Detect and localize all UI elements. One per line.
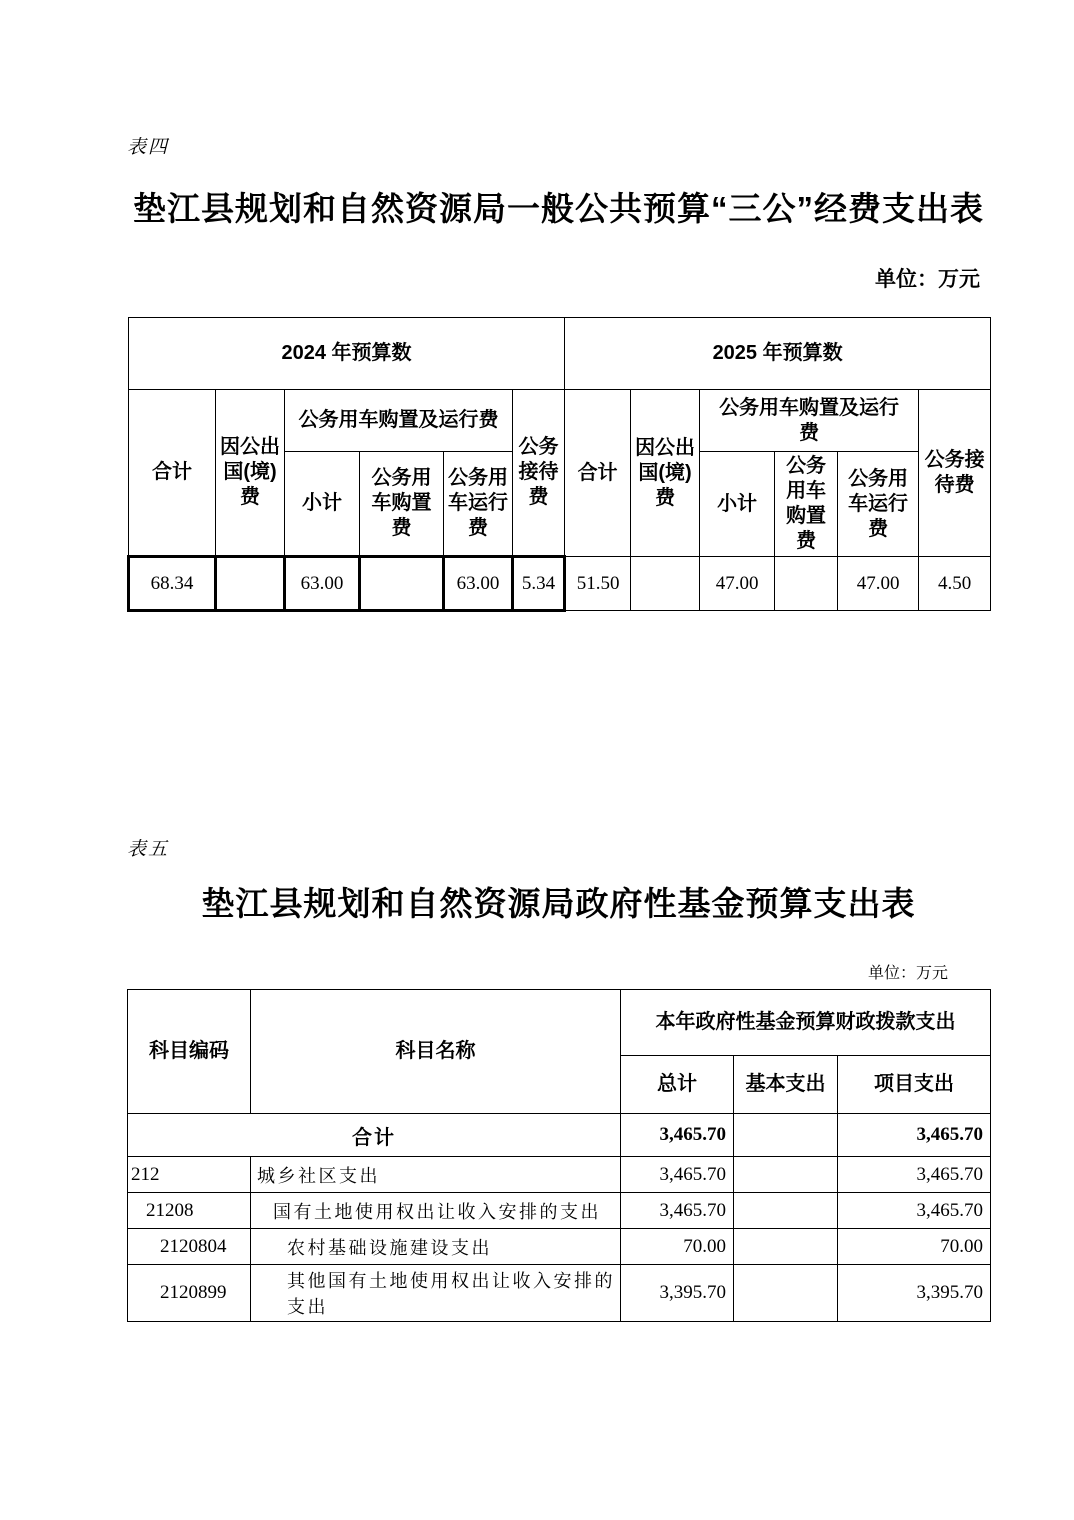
col-header-reception-2025: 公务接待费 [919, 390, 991, 557]
row-project: 70.00 [838, 1229, 991, 1265]
table5-label: 表五 [127, 839, 170, 860]
year-header-row [129, 318, 991, 390]
government-fund-table [127, 989, 991, 1322]
row-grand-total: 3,395.70 [621, 1265, 734, 1322]
total-row-grand-total: 3,465.70 [621, 1114, 734, 1157]
row-grand-total: 70.00 [621, 1229, 734, 1265]
col-header-fund-group: 本年政府性基金预算财政拨款支出 [621, 990, 991, 1056]
column-group-header-row [129, 390, 991, 452]
table5-unit: 单位：万元 [867, 965, 948, 982]
table-row [128, 1265, 991, 1322]
row-basic [734, 1265, 838, 1322]
total-row-label: 合计 [128, 1114, 621, 1157]
table5-title: 垫江县规划和自然资源局政府性基金预算支出表 [201, 885, 916, 922]
value-reception-2025: 4.50 [919, 557, 991, 611]
row-grand-total: 3,465.70 [621, 1193, 734, 1229]
row-project: 3,465.70 [838, 1193, 991, 1229]
col-header-vehicle-operation-2024: 公务用车运行费 [444, 452, 513, 557]
row-code: 212 [128, 1157, 251, 1193]
col-header-vehicle-purchase-2025: 公务用车购置费 [775, 452, 838, 557]
table4-label: 表四 [127, 137, 170, 158]
value-subtotal-2024: 63.00 [285, 557, 360, 611]
row-project: 3,395.70 [838, 1265, 991, 1322]
row-code: 2120804 [128, 1229, 251, 1265]
table-row [128, 1157, 991, 1193]
table-row [128, 1193, 991, 1229]
value-abroad-2025 [631, 557, 700, 611]
col-header-reception-2024: 公务接待费 [513, 390, 565, 557]
col-header-subtotal-2025: 小计 [700, 452, 775, 557]
col-header-vehicle-group-2025 [700, 390, 919, 452]
row-name: 其他国有土地使用权出让收入安排的支出 [251, 1265, 621, 1322]
page-content [127, 0, 990, 1322]
row-name: 国有土地使用权出让收入安排的支出 [251, 1193, 621, 1229]
value-subtotal-2025: 47.00 [700, 557, 775, 611]
row-name: 城乡社区支出 [251, 1157, 621, 1193]
col-header-grand-total: 总计 [621, 1056, 734, 1114]
value-vehicle-operation-2025: 47.00 [838, 557, 919, 611]
col-header-basic-expense: 基本支出 [734, 1056, 838, 1114]
col-header-total-2025: 合计 [565, 390, 631, 557]
row-basic [734, 1229, 838, 1265]
col-header-subject-name: 科目名称 [251, 990, 621, 1114]
year-2024-header: 2024 年预算数 [129, 318, 565, 390]
table-row [128, 1229, 991, 1265]
row-grand-total: 3,465.70 [621, 1157, 734, 1193]
col-header-subtotal-2024: 小计 [285, 452, 360, 557]
col-header-vehicle-group-2024: 公务用车购置及运行费 [285, 390, 513, 452]
row-code: 2120899 [128, 1265, 251, 1322]
row-basic [734, 1157, 838, 1193]
value-total-2024: 68.34 [129, 557, 216, 611]
year-2025-header: 2025 年预算数 [565, 318, 991, 390]
col-header-abroad-2025: 因公出国(境)费 [631, 390, 700, 557]
col-header-total-2024: 合计 [129, 390, 216, 557]
budget-data-row [129, 557, 991, 611]
row-code: 21208 [128, 1193, 251, 1229]
value-abroad-2024 [216, 557, 285, 611]
row-project: 3,465.70 [838, 1157, 991, 1193]
table4-title: 垫江县规划和自然资源局一般公共预算“三公”经费支出表 [133, 190, 984, 227]
col-header-abroad-2024: 因公出国(境)费 [216, 390, 285, 557]
row-basic [734, 1193, 838, 1229]
col-header-vehicle-purchase-2024: 公务用车购置费 [360, 452, 444, 557]
col-header-subject-code: 科目编码 [128, 990, 251, 1114]
fund-total-row [128, 1114, 991, 1157]
value-total-2025: 51.50 [565, 557, 631, 611]
table4-unit: 单位：万元 [875, 268, 980, 291]
vehicle-group-2025-text: 公务用车购置及运行费 [719, 396, 900, 444]
total-row-project: 3,465.70 [838, 1114, 991, 1157]
total-row-basic [734, 1114, 838, 1157]
sangong-expense-table [127, 317, 991, 612]
fund-header-row-1 [128, 990, 991, 1056]
row-name: 农村基础设施建设支出 [251, 1229, 621, 1265]
col-header-project-expense: 项目支出 [838, 1056, 991, 1114]
value-vehicle-operation-2024: 63.00 [444, 557, 513, 611]
col-header-vehicle-operation-2025: 公务用车运行费 [838, 452, 919, 557]
value-vehicle-purchase-2024 [360, 557, 444, 611]
value-reception-2024: 5.34 [513, 557, 565, 611]
value-vehicle-purchase-2025 [775, 557, 838, 611]
